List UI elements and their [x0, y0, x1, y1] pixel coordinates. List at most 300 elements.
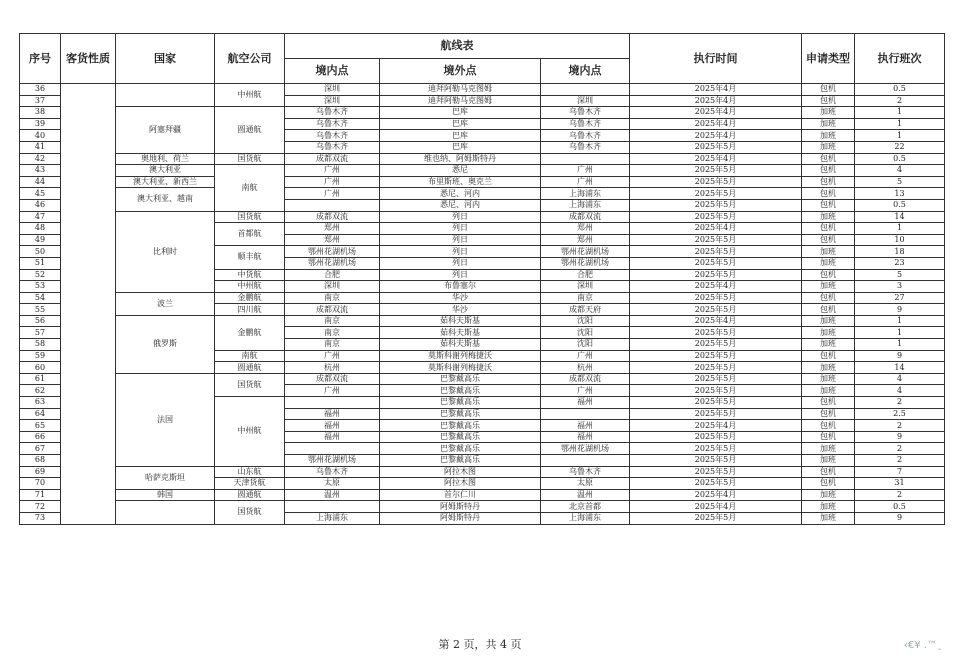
cell-seq: 67: [20, 443, 61, 455]
cell-foreign-point: 华沙: [380, 292, 541, 304]
cell-time: 2025年5月: [630, 397, 802, 409]
cell-time: 2025年5月: [630, 199, 802, 211]
cell-domestic-dest: 郑州: [541, 234, 630, 246]
cell-seq: 36: [20, 84, 61, 96]
cell-domestic-dest: 北京首都: [541, 501, 630, 513]
cell-type: 加班: [802, 315, 855, 327]
cell-type: 加班: [802, 107, 855, 119]
cell-type: 加班: [802, 130, 855, 142]
cell-domestic-dest: 南京: [541, 292, 630, 304]
cell-flights: 5: [855, 269, 945, 281]
cell-foreign-point: 悉尼、河内: [380, 188, 541, 200]
cell-domestic-origin: 乌鲁木齐: [285, 141, 380, 153]
cell-seq: 69: [20, 466, 61, 478]
cell-seq: 39: [20, 118, 61, 130]
cell-flights: 18: [855, 246, 945, 258]
cell-time: 2025年5月: [630, 165, 802, 177]
cell-domestic-dest: [541, 153, 630, 165]
cell-domestic-dest: 郑州: [541, 223, 630, 235]
cell-airline: 中州航: [215, 397, 285, 467]
cell-domestic-dest: 广州: [541, 350, 630, 362]
cell-domestic-dest: 乌鲁木齐: [541, 466, 630, 478]
cell-domestic-origin: 福州: [285, 431, 380, 443]
cell-country: 法国: [116, 373, 215, 466]
watermark: ‹€¥ .™¸: [903, 640, 942, 651]
cell-domestic-origin: 成都双流: [285, 153, 380, 165]
cell-domestic-origin: 太原: [285, 478, 380, 490]
cell-time: 2025年4月: [630, 118, 802, 130]
cell-foreign-point: 列日: [380, 211, 541, 223]
cell-domestic-origin: 乌鲁木齐: [285, 118, 380, 130]
cell-domestic-dest: 深圳: [541, 281, 630, 293]
cell-time: 2025年5月: [630, 362, 802, 374]
cell-foreign-point: 茹科夫斯基: [380, 339, 541, 351]
cell-time: 2025年5月: [630, 478, 802, 490]
cell-seq: 57: [20, 327, 61, 339]
cell-flights: 0.5: [855, 501, 945, 513]
cell-flights: 2: [855, 455, 945, 467]
cell-country: 哈萨克斯坦: [116, 466, 215, 489]
cell-domestic-origin: [285, 397, 380, 409]
cell-foreign-point: 布里斯班、奥克兰: [380, 176, 541, 188]
cell-domestic-dest: 深圳: [541, 95, 630, 107]
cell-flights: 2: [855, 489, 945, 501]
cell-foreign-point: 巴黎戴高乐: [380, 420, 541, 432]
cell-time: 2025年5月: [630, 257, 802, 269]
cell-seq: 71: [20, 489, 61, 501]
cell-time: 2025年5月: [630, 512, 802, 524]
cell-time: 2025年5月: [630, 455, 802, 467]
cell-foreign-point: 阿姆斯特丹: [380, 512, 541, 524]
route-table: [19, 33, 945, 525]
table-row: [20, 489, 945, 501]
cell-flights: 9: [855, 512, 945, 524]
cell-time: 2025年4月: [630, 95, 802, 107]
cell-type: 包机: [802, 234, 855, 246]
cell-seq: 47: [20, 211, 61, 223]
cell-type: 包机: [802, 478, 855, 490]
cell-domestic-origin: 南京: [285, 315, 380, 327]
cell-foreign-point: 列日: [380, 246, 541, 258]
cell-type: 加班: [802, 501, 855, 513]
cell-seq: 42: [20, 153, 61, 165]
cell-foreign-point: 茹科夫斯基: [380, 315, 541, 327]
cell-domestic-origin: 鄂州花湖机场: [285, 246, 380, 258]
cell-time: 2025年5月: [630, 188, 802, 200]
header-flights: 执行班次: [855, 34, 945, 84]
cell-time: 2025年5月: [630, 234, 802, 246]
cell-domestic-dest: 成都双流: [541, 373, 630, 385]
cell-flights: 4: [855, 385, 945, 397]
cell-type: 包机: [802, 292, 855, 304]
cell-domestic-dest: 温州: [541, 489, 630, 501]
cell-seq: 45: [20, 188, 61, 200]
cell-time: 2025年5月: [630, 304, 802, 316]
cell-flights: 14: [855, 211, 945, 223]
cell-seq: 60: [20, 362, 61, 374]
cell-time: 2025年5月: [630, 350, 802, 362]
cell-flights: 2: [855, 443, 945, 455]
cell-domestic-dest: 鄂州花湖机场: [541, 257, 630, 269]
cell-airline: 南航: [215, 165, 285, 211]
cell-domestic-origin: 福州: [285, 420, 380, 432]
cell-airline: 四川航: [215, 304, 285, 316]
cell-domestic-dest: 沈阳: [541, 315, 630, 327]
cell-flights: 7: [855, 466, 945, 478]
cell-country: [116, 84, 215, 107]
cell-domestic-dest: 太原: [541, 478, 630, 490]
cell-flights: 2: [855, 420, 945, 432]
cell-type: 加班: [802, 141, 855, 153]
cell-domestic-origin: 郑州: [285, 223, 380, 235]
cell-airline: 金鹏航: [215, 315, 285, 350]
cell-time: 2025年4月: [630, 501, 802, 513]
cell-seq: 72: [20, 501, 61, 513]
cell-domestic-origin: 乌鲁木齐: [285, 466, 380, 478]
cell-type: 包机: [802, 165, 855, 177]
cell-seq: 43: [20, 165, 61, 177]
cell-airline: 天津货航: [215, 478, 285, 490]
cell-domestic-origin: 乌鲁木齐: [285, 107, 380, 119]
cell-flights: 9: [855, 304, 945, 316]
cell-flights: 13: [855, 188, 945, 200]
cell-domestic-origin: 广州: [285, 350, 380, 362]
cell-domestic-origin: 广州: [285, 176, 380, 188]
cell-domestic-dest: 福州: [541, 431, 630, 443]
header-foreign-point: 境外点: [380, 59, 541, 84]
cell-foreign-point: 迪拜阿勒马克图姆: [380, 84, 541, 96]
cell-domestic-origin: 鄂州花湖机场: [285, 257, 380, 269]
cell-seq: 48: [20, 223, 61, 235]
cell-type: 包机: [802, 408, 855, 420]
cell-country: 澳大利亚、越南: [116, 188, 215, 211]
cell-foreign-point: 巴黎戴高乐: [380, 443, 541, 455]
cell-airline: 国货航: [215, 373, 285, 396]
cell-time: 2025年5月: [630, 292, 802, 304]
page-footer: 第 2 页，共 4 页: [438, 638, 522, 651]
header-nature: 客货性质: [61, 34, 116, 84]
cell-foreign-point: 悉尼: [380, 165, 541, 177]
cell-country: 澳大利亚、新西兰: [116, 176, 215, 188]
header-seq: 序号: [20, 34, 61, 84]
cell-time: 2025年5月: [630, 373, 802, 385]
cell-domestic-origin: 广州: [285, 165, 380, 177]
cell-domestic-dest: 上海浦东: [541, 199, 630, 211]
cell-airline: 顺丰航: [215, 246, 285, 269]
cell-flights: 1: [855, 130, 945, 142]
cell-type: 加班: [802, 281, 855, 293]
cell-seq: 50: [20, 246, 61, 258]
cell-flights: 5: [855, 176, 945, 188]
cell-foreign-point: 首尔仁川: [380, 489, 541, 501]
cell-domestic-dest: 成都天府: [541, 304, 630, 316]
cell-airline: 国货航: [215, 501, 285, 524]
cell-time: 2025年5月: [630, 141, 802, 153]
cell-seq: 66: [20, 431, 61, 443]
cell-time: 2025年4月: [630, 84, 802, 96]
cell-time: 2025年5月: [630, 408, 802, 420]
cell-time: 2025年4月: [630, 107, 802, 119]
cell-seq: 73: [20, 512, 61, 524]
cell-time: 2025年5月: [630, 327, 802, 339]
cell-seq: 65: [20, 420, 61, 432]
cell-seq: 63: [20, 397, 61, 409]
cell-foreign-point: 巴库: [380, 118, 541, 130]
table-row: [20, 373, 945, 385]
cell-time: 2025年5月: [630, 246, 802, 258]
cell-domestic-origin: [285, 501, 380, 513]
cell-type: 包机: [802, 431, 855, 443]
cell-seq: 61: [20, 373, 61, 385]
cell-foreign-point: 巴黎戴高乐: [380, 397, 541, 409]
cell-nature: [61, 84, 116, 525]
cell-country: 韩国: [116, 489, 215, 501]
cell-foreign-point: 巴库: [380, 130, 541, 142]
cell-flights: 1: [855, 327, 945, 339]
cell-foreign-point: 迪拜阿勒马克图姆: [380, 95, 541, 107]
cell-foreign-point: 巴库: [380, 141, 541, 153]
cell-type: 包机: [802, 223, 855, 235]
cell-domestic-dest: 沈阳: [541, 339, 630, 351]
cell-seq: 46: [20, 199, 61, 211]
cell-type: 包机: [802, 397, 855, 409]
cell-type: 加班: [802, 512, 855, 524]
table-row: [20, 315, 945, 327]
cell-type: 加班: [802, 211, 855, 223]
cell-domestic-dest: 上海浦东: [541, 512, 630, 524]
cell-time: 2025年4月: [630, 281, 802, 293]
cell-time: 2025年4月: [630, 153, 802, 165]
cell-domestic-dest: 乌鲁木齐: [541, 107, 630, 119]
table-row: [20, 176, 945, 188]
cell-flights: 0.5: [855, 199, 945, 211]
cell-domestic-origin: [285, 199, 380, 211]
cell-domestic-origin: 成都双流: [285, 304, 380, 316]
cell-type: 加班: [802, 362, 855, 374]
cell-airline: 国货航: [215, 153, 285, 165]
cell-domestic-origin: 广州: [285, 188, 380, 200]
cell-flights: 1: [855, 107, 945, 119]
cell-foreign-point: 维也纳、阿姆斯特丹: [380, 153, 541, 165]
cell-type: 加班: [802, 455, 855, 467]
cell-domestic-dest: 沈阳: [541, 327, 630, 339]
cell-domestic-origin: 杭州: [285, 362, 380, 374]
cell-foreign-point: 华沙: [380, 304, 541, 316]
cell-time: 2025年5月: [630, 176, 802, 188]
table-row: [20, 466, 945, 478]
cell-type: 加班: [802, 327, 855, 339]
header-domestic-origin: 境内点: [285, 59, 380, 84]
cell-seq: 52: [20, 269, 61, 281]
cell-flights: 27: [855, 292, 945, 304]
cell-type: 加班: [802, 118, 855, 130]
header-route-table: 航线表: [285, 34, 630, 59]
cell-domestic-origin: 郑州: [285, 234, 380, 246]
cell-seq: 49: [20, 234, 61, 246]
cell-foreign-point: 列日: [380, 234, 541, 246]
cell-foreign-point: 阿拉木图: [380, 478, 541, 490]
header-airline: 航空公司: [215, 34, 285, 84]
cell-time: 2025年4月: [630, 223, 802, 235]
cell-airline: 国货航: [215, 211, 285, 223]
cell-domestic-dest: 合肥: [541, 269, 630, 281]
cell-time: 2025年5月: [630, 431, 802, 443]
cell-domestic-origin: 成都双流: [285, 373, 380, 385]
cell-domestic-dest: [541, 455, 630, 467]
cell-country: 澳大利亚: [116, 165, 215, 177]
cell-flights: 10: [855, 234, 945, 246]
cell-country: 阿塞拜疆: [116, 107, 215, 153]
cell-type: 包机: [802, 188, 855, 200]
table-row: [20, 107, 945, 119]
cell-seq: 70: [20, 478, 61, 490]
cell-time: 2025年4月: [630, 489, 802, 501]
cell-domestic-dest: 成都双流: [541, 211, 630, 223]
cell-seq: 38: [20, 107, 61, 119]
cell-type: 包机: [802, 304, 855, 316]
cell-seq: 53: [20, 281, 61, 293]
cell-type: 包机: [802, 95, 855, 107]
cell-foreign-point: 巴黎戴高乐: [380, 408, 541, 420]
cell-seq: 41: [20, 141, 61, 153]
cell-foreign-point: 悉尼、河内: [380, 199, 541, 211]
cell-flights: 2: [855, 95, 945, 107]
cell-type: 包机: [802, 176, 855, 188]
cell-domestic-origin: 成都双流: [285, 211, 380, 223]
cell-domestic-origin: 深圳: [285, 95, 380, 107]
table-row: [20, 153, 945, 165]
cell-type: 加班: [802, 385, 855, 397]
table-row: [20, 188, 945, 200]
cell-seq: 59: [20, 350, 61, 362]
cell-time: 2025年5月: [630, 211, 802, 223]
cell-seq: 51: [20, 257, 61, 269]
cell-seq: 62: [20, 385, 61, 397]
cell-time: 2025年4月: [630, 315, 802, 327]
cell-time: 2025年5月: [630, 443, 802, 455]
cell-seq: 56: [20, 315, 61, 327]
table-row: [20, 501, 945, 513]
cell-time: 2025年5月: [630, 466, 802, 478]
cell-seq: 37: [20, 95, 61, 107]
cell-foreign-point: 巴黎戴高乐: [380, 455, 541, 467]
table-row: [20, 165, 945, 177]
cell-time: 2025年5月: [630, 339, 802, 351]
cell-domestic-dest: 鄂州花湖机场: [541, 246, 630, 258]
cell-foreign-point: 列日: [380, 223, 541, 235]
cell-foreign-point: 巴库: [380, 107, 541, 119]
cell-domestic-dest: 广州: [541, 385, 630, 397]
cell-type: 加班: [802, 489, 855, 501]
cell-foreign-point: 巴黎戴高乐: [380, 385, 541, 397]
cell-type: 包机: [802, 153, 855, 165]
cell-domestic-origin: 广州: [285, 385, 380, 397]
cell-type: 包机: [802, 269, 855, 281]
table-row: [20, 292, 945, 304]
cell-airline: 金鹏航: [215, 292, 285, 304]
table-body: [20, 84, 945, 525]
cell-domestic-dest: 福州: [541, 420, 630, 432]
cell-type: 加班: [802, 339, 855, 351]
cell-domestic-origin: 南京: [285, 292, 380, 304]
cell-airline: 山东航: [215, 466, 285, 478]
cell-foreign-point: 茹科夫斯基: [380, 327, 541, 339]
cell-airline: 中州航: [215, 281, 285, 293]
cell-flights: 0.5: [855, 84, 945, 96]
cell-domestic-dest: 乌鲁木齐: [541, 130, 630, 142]
cell-time: 2025年4月: [630, 130, 802, 142]
cell-seq: 54: [20, 292, 61, 304]
cell-airline: 圆通航: [215, 362, 285, 374]
cell-flights: 1: [855, 339, 945, 351]
cell-time: 2025年5月: [630, 269, 802, 281]
cell-domestic-origin: 鄂州花湖机场: [285, 455, 380, 467]
cell-flights: 3: [855, 281, 945, 293]
cell-domestic-dest: 福州: [541, 397, 630, 409]
cell-domestic-dest: 广州: [541, 176, 630, 188]
cell-type: 包机: [802, 199, 855, 211]
cell-flights: 1: [855, 223, 945, 235]
cell-seq: 58: [20, 339, 61, 351]
cell-foreign-point: 列日: [380, 257, 541, 269]
cell-seq: 44: [20, 176, 61, 188]
cell-airline: 首都航: [215, 223, 285, 246]
cell-foreign-point: 巴黎戴高乐: [380, 431, 541, 443]
cell-domestic-dest: 上海浦东: [541, 188, 630, 200]
cell-foreign-point: 莫斯科谢列梅捷沃: [380, 362, 541, 374]
cell-seq: 64: [20, 408, 61, 420]
cell-country: [116, 501, 215, 524]
cell-domestic-origin: 温州: [285, 489, 380, 501]
cell-domestic-origin: 深圳: [285, 84, 380, 96]
cell-foreign-point: 列日: [380, 269, 541, 281]
cell-domestic-origin: 乌鲁木齐: [285, 130, 380, 142]
cell-airline: 南航: [215, 350, 285, 362]
cell-flights: 4: [855, 373, 945, 385]
cell-seq: 55: [20, 304, 61, 316]
cell-flights: 1: [855, 315, 945, 327]
cell-type: 加班: [802, 373, 855, 385]
cell-foreign-point: 阿姆斯特丹: [380, 501, 541, 513]
cell-type: 加班: [802, 257, 855, 269]
cell-foreign-point: 布鲁塞尔: [380, 281, 541, 293]
cell-domestic-origin: 南京: [285, 327, 380, 339]
cell-type: 加班: [802, 246, 855, 258]
header-type: 申请类型: [802, 34, 855, 84]
cell-type: 包机: [802, 420, 855, 432]
cell-domestic-dest: 乌鲁木齐: [541, 118, 630, 130]
cell-type: 包机: [802, 466, 855, 478]
cell-domestic-origin: [285, 443, 380, 455]
cell-domestic-dest: [541, 84, 630, 96]
cell-flights: 14: [855, 362, 945, 374]
cell-flights: 0.5: [855, 153, 945, 165]
cell-time: 2025年5月: [630, 385, 802, 397]
cell-country: 俄罗斯: [116, 315, 215, 373]
cell-flights: 1: [855, 118, 945, 130]
cell-foreign-point: 莫斯科谢列梅捷沃: [380, 350, 541, 362]
cell-flights: 31: [855, 478, 945, 490]
cell-domestic-origin: 合肥: [285, 269, 380, 281]
cell-domestic-dest: 杭州: [541, 362, 630, 374]
cell-airline: 圆通航: [215, 489, 285, 501]
table-row: [20, 211, 945, 223]
cell-foreign-point: 阿拉木图: [380, 466, 541, 478]
header-domestic-dest: 境内点: [541, 59, 630, 84]
header-country: 国家: [116, 34, 215, 84]
cell-country: 奥地利、荷兰: [116, 153, 215, 165]
cell-domestic-origin: 福州: [285, 408, 380, 420]
